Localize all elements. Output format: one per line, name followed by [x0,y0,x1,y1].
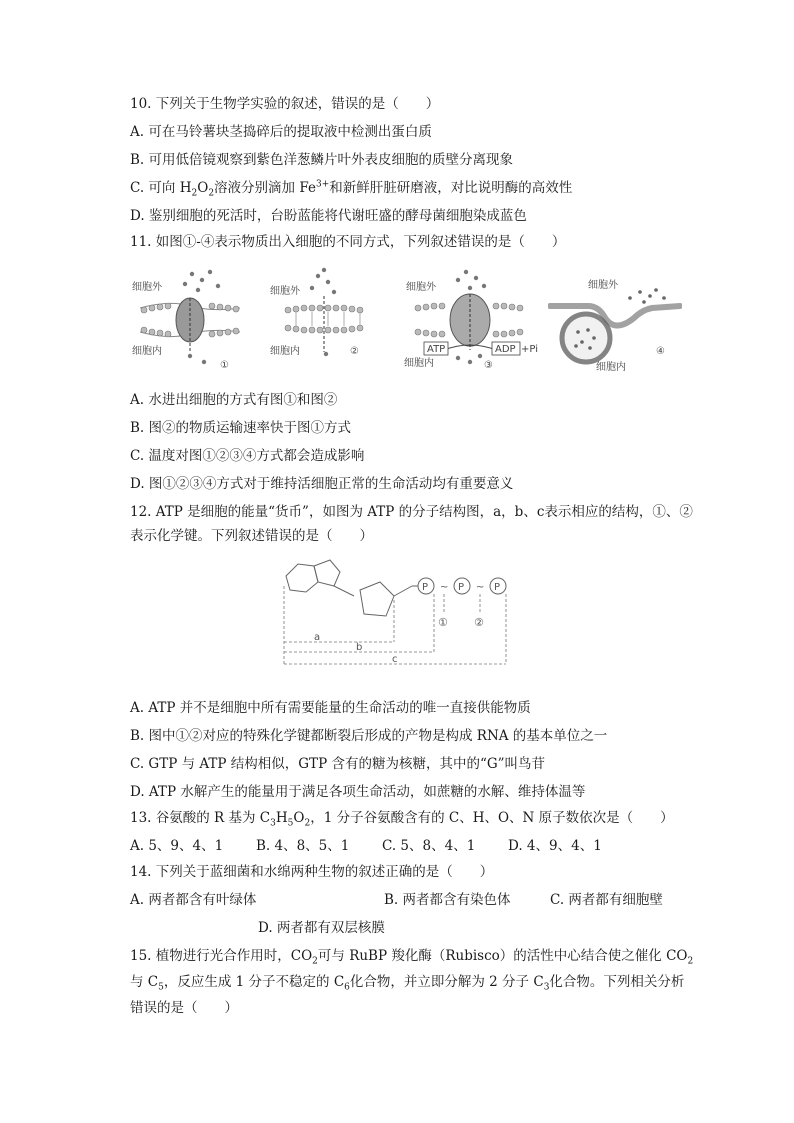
q11-option-b: B. 图②的物质运输速率快于图①方式 [130,420,352,436]
q15-line3: 错误的是（ ） [130,1000,238,1016]
q10-option-c: C. 可向 $H_2O_2$溶液分别滴加 $Fe^{3+}$和新鲜肝脏研磨液，对比说明酶的高效性 [130,179,573,199]
q12-option-c: C. GTP 与 ATP 结构相似，GTP 含有的糖为核糖，其中的“G”叫鸟苷 [130,756,546,772]
q11-option-c: C. 温度对图①②③④方式都会造成影响 [130,448,365,464]
fig4-number: ④ [656,346,665,357]
transport-figure [130,262,682,374]
q11-option-a: A. 水进出细胞的方式有图①和图② [130,392,338,408]
q13-option-d: D. 4、9、4、1 [508,838,602,854]
transport-fig-3 [400,262,540,374]
q14-stem: 14. 下列关于蓝细菌和水绵两种生物的叙述正确的是（ ） [130,864,494,880]
structure-label-b: b [356,642,363,653]
phosphate-3: P [494,582,501,593]
q13-option-a: A. 5、9、4、1 [130,838,224,854]
q11-option-d: D. 图①②③④方式对于维持活细胞正常的生命活动均有重要意义 [130,476,514,492]
fig3-atp-label: ATP [427,344,446,355]
fig3-adp-label: ADP [495,344,516,355]
q10-option-d: D. 鉴别细胞的死活时，台盼蓝能将代谢旺盛的酵母菌细胞染成蓝色 [130,208,527,224]
q11-stem: 11. 如图①-④表示物质出入细胞的不同方式，下列叙述错误的是（ ） [130,234,566,250]
q10-option-b: B. 可用低倍镜观察到紫色洋葱鳞片叶外表皮细胞的质壁分离现象 [130,152,514,168]
q10-option-a: A. 可在马铃薯块茎捣碎后的提取液中检测出蛋白质 [130,124,432,140]
fig1-number: ① [220,360,229,371]
fig3-pi-label: +Pi [521,344,538,355]
transport-fig-1 [130,262,248,374]
structure-label-c: c [392,654,398,665]
high-energy-bond-2: ~ [476,582,485,593]
fig2-outside-label: 细胞外 [270,286,300,297]
phosphate-1: P [422,582,429,593]
q10-stem: 10. 下列关于生物学实验的叙述，错误的是（ ） [130,96,440,112]
q12-stem-line2: 表示化学键。下列叙述错误的是（ ） [130,528,373,544]
q15-line2: 与 $C_5$，反应生成 1 分子不稳定的 $C_6$化合物，并立即分解为 2 分子 $C_3$化合物。下列相关分析 [130,974,685,993]
structure-label-a: a [314,632,321,643]
bond-label-1: ① [438,616,448,629]
fig3-number: ③ [484,360,493,371]
fig2-number: ② [350,346,359,357]
fig4-inside-label: 细胞内 [596,362,626,373]
q14-option-b: B. 两者都含有染色体 [384,892,511,908]
atp-structure-figure [276,550,516,670]
q14-option-a: A. 两者都含有叶绿体 [130,892,257,908]
bond-label-2: ② [474,616,484,629]
fig2-inside-label: 细胞内 [270,346,300,357]
transport-fig-2 [268,262,384,374]
fig4-outside-label: 细胞外 [588,280,618,291]
q12-option-b: B. 图中①②对应的特殊化学键都断裂后形成的产物是构成 RNA 的基本单位之一 [130,728,608,744]
q13-stem: 13. 谷氨酸的 R 基为 $C_3H_5O_2$，1 分子谷氨酸含有的 C、H、O、N 原子数依次是（ ） [130,810,674,829]
q15-line1: 15. 植物进行光合作用时，$CO_2$可与 RuBP 羧化酶（Rubisco）的活性中心结合使之催化 $CO_2$ [130,948,694,967]
q12-option-a: A. ATP 并不是细胞中所有需要能量的生命活动的唯一直接供能物质 [130,700,531,716]
q12-option-d: D. ATP 水解产生的能量用于满足各项生命活动，如蔗糖的水解、维持体温等 [130,784,586,800]
q14-option-c: C. 两者都有细胞壁 [550,892,663,908]
q12-stem-line1: 12. ATP 是细胞的能量“货币”，如图为 ATP 的分子结构图，a，b、c表示相应的结构，①、② [130,504,693,520]
fig1-outside-label: 细胞外 [132,282,162,293]
fig1-inside-label: 细胞内 [132,346,162,357]
q14-option-d: D. 两者都有双层核膜 [258,920,385,936]
high-energy-bond-1: ~ [440,582,449,593]
phosphate-2: P [458,582,465,593]
q13-option-c: C. 5、8、4、1 [382,838,476,854]
fig3-inside-label: 细胞内 [404,358,434,369]
fig3-outside-label: 细胞外 [406,282,436,293]
transport-fig-4 [548,262,682,374]
q13-option-b: B. 4、8、5、1 [256,838,350,854]
